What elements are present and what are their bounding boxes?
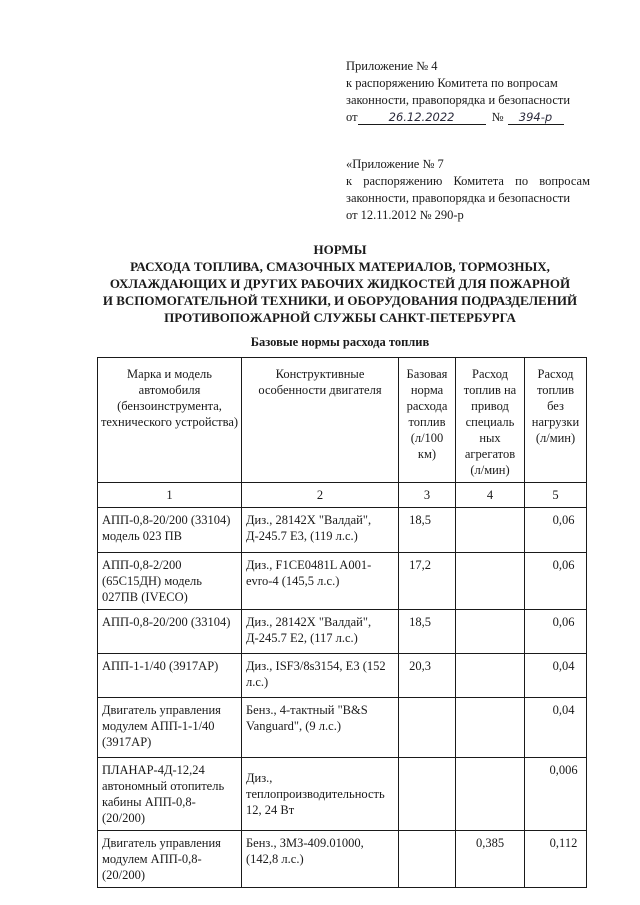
cell-idle: 0,06 [525, 553, 587, 610]
cell-special-units [456, 758, 525, 831]
document-heading [60, 241, 620, 326]
table-row [98, 553, 587, 610]
cell-engine: Диз., 28142Х "Валдай", Д-245.7 Е3, (119 л.с.) [242, 508, 399, 553]
column-number: 2 [242, 483, 399, 508]
cell-special-units: 0,385 [456, 831, 525, 888]
cell-model: ПЛАНАР-4Д-12,24 автономный отопитель кабины АПП-0,8-(20/200) [98, 758, 242, 831]
appendix-7-line-3: законности, правопорядка и безопасности [346, 191, 571, 205]
cell-model: АПП-1-1/40 (3917АР) [98, 654, 242, 698]
cell-engine: Диз., F1CE0481L A001-evro-4 (145,5 л.с.) [242, 553, 399, 610]
cell-special-units [456, 508, 525, 553]
cell-base-norm: 18,5 [399, 508, 456, 553]
header-special-units: Расход топлив на привод специаль ных агрегатов (л/мин) [456, 358, 525, 483]
header-idle: Расход топлив без нагрузки (л/мин) [525, 358, 587, 483]
cell-engine: Бенз., 4-тактный "B&S Vanguard", (9 л.с.) [242, 698, 399, 758]
heading-line-1: НОРМЫ [313, 242, 367, 257]
heading-line-4: И ВСПОМОГАТЕЛЬНОЙ ТЕХНИКИ, И ОБОРУДОВАНИЯ ПОДРАЗДЕЛЕНИЙ [102, 293, 578, 308]
cell-idle: 0,006 [525, 758, 587, 831]
cell-base-norm: 17,2 [399, 553, 456, 610]
cell-special-units [456, 610, 525, 654]
appendix-4-title: Приложение № 4 [346, 59, 438, 73]
column-number: 5 [525, 483, 587, 508]
cell-base-norm [399, 831, 456, 888]
cell-engine: Диз., 28142Х "Валдай", Д-245.7 Е2, (117 л.с.) [242, 610, 399, 654]
cell-model: Двигатель управления модулем АПП-1-1/40 (3917АР) [98, 698, 242, 758]
header-engine: Конструктивные особенности двигателя [242, 358, 399, 483]
table-row [98, 610, 587, 654]
cell-idle: 0,04 [525, 654, 587, 698]
cell-model: Двигатель управления модулем АПП-0,8-(20/200) [98, 831, 242, 888]
heading-line-2: РАСХОДА ТОПЛИВА, СМАЗОЧНЫХ МАТЕРИАЛОВ, ТОРМОЗНЫХ, [130, 259, 550, 274]
appendix-4-line-3: законности, правопорядка и безопасности [346, 93, 571, 107]
cell-base-norm [399, 758, 456, 831]
cell-base-norm: 20,3 [399, 654, 456, 698]
cell-model: АПП-0,8-20/200 (33104) модель 023 ПВ [98, 508, 242, 553]
from-label: от [346, 110, 358, 124]
cell-model: АПП-0,8-20/200 (33104) [98, 610, 242, 654]
table-row [98, 698, 587, 758]
appendix-7-title: «Приложение № 7 [346, 157, 444, 171]
cell-special-units [456, 654, 525, 698]
table-header-row [98, 358, 587, 483]
cell-base-norm: 18,5 [399, 610, 456, 654]
cell-engine: Бенз., ЗМЗ-409.01000, (142,8 л.с.) [242, 831, 399, 888]
table-row [98, 508, 587, 553]
table-subtitle: Базовые нормы расхода топлив [250, 335, 430, 349]
cell-idle: 0,112 [525, 831, 587, 888]
appendix-4-line-2: к распоряжению Комитета по вопросам [346, 76, 558, 90]
column-number: 4 [456, 483, 525, 508]
appendix-7-block [346, 156, 590, 224]
appendix-7-line-2: к распоряжению Комитета по вопросам [346, 174, 590, 188]
table-row [98, 831, 587, 888]
cell-base-norm [399, 698, 456, 758]
column-number: 1 [98, 483, 242, 508]
fuel-norms-table [97, 357, 587, 888]
cell-engine: Диз., ISF3/8s3154, Е3 (152 л.с.) [242, 654, 399, 698]
header-base-norm: Базовая норма расхода топлив (л/100 км) [399, 358, 456, 483]
cell-special-units [456, 553, 525, 610]
table-row [98, 758, 587, 831]
cell-idle: 0,04 [525, 698, 587, 758]
number-label: № [491, 110, 504, 124]
column-number: 3 [399, 483, 456, 508]
cell-idle: 0,06 [525, 508, 587, 553]
appendix-4-block [346, 58, 606, 126]
handwritten-number: 394-р [508, 110, 564, 125]
cell-special-units [456, 698, 525, 758]
header-model: Марка и модель автомобиля (бензоинструмента, технического устройства) [98, 358, 242, 483]
heading-line-3: ОХЛАЖДАЮЩИХ И ДРУГИХ РАБОЧИХ ЖИДКОСТЕЙ ДЛЯ ПОЖАРНОЙ [109, 276, 571, 291]
table-row [98, 654, 587, 698]
handwritten-date: 26.12.2022 [358, 110, 486, 125]
appendix-4-date-number-row [346, 109, 606, 126]
appendix-7-line-4: от 12.11.2012 № 290-р [346, 208, 464, 222]
column-number-row [98, 483, 587, 508]
heading-line-5: ПРОТИВОПОЖАРНОЙ СЛУЖБЫ САНКТ-ПЕТЕРБУРГА [164, 310, 516, 325]
cell-engine: Диз., теплопроизводительность 12, 24 Вт [242, 758, 399, 831]
cell-idle: 0,06 [525, 610, 587, 654]
cell-model: АПП-0,8-2/200 (65С15ДН) модель 027ПВ (IVECO) [98, 553, 242, 610]
